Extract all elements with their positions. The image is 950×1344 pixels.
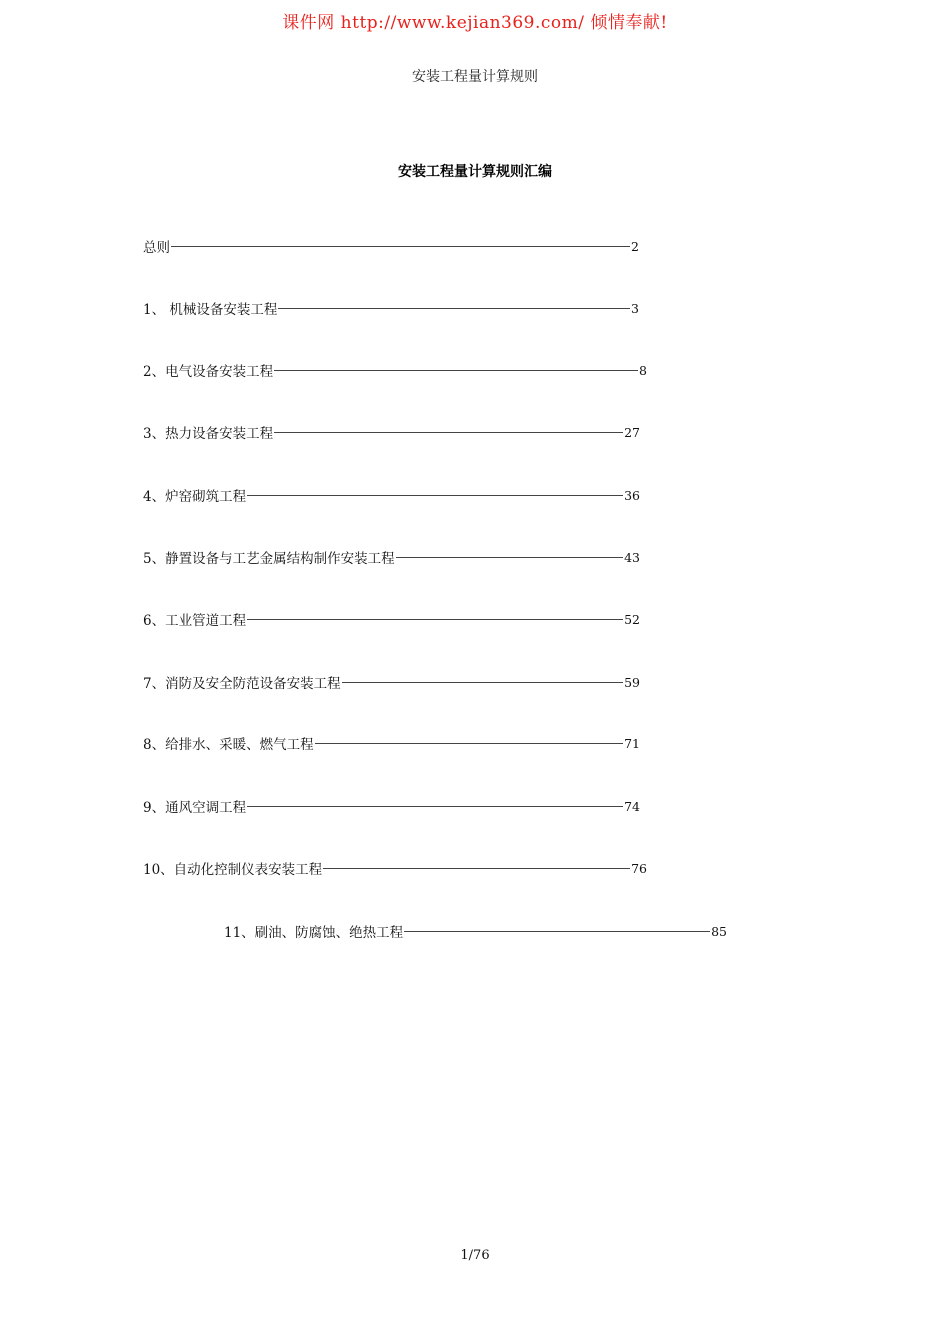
toc-label: 7、消防及安全防范设备安装工程: [143, 676, 341, 692]
toc-entry-4[interactable]: [143, 486, 640, 504]
toc-page-number: 71: [624, 735, 640, 751]
toc-label: 2、电气设备安装工程: [143, 364, 274, 380]
toc-entry-1[interactable]: [143, 299, 639, 317]
toc-page-number: 36: [624, 487, 640, 503]
toc-leader: [396, 557, 624, 558]
toc-leader: [274, 370, 638, 371]
document-title: 安装工程量计算规则汇编: [398, 164, 552, 180]
toc-entry-general[interactable]: [143, 237, 639, 255]
toc-entry-2[interactable]: [143, 361, 647, 379]
toc-leader: [247, 619, 623, 620]
toc-leader: [278, 308, 630, 309]
toc-page-number: 8: [639, 362, 647, 378]
toc-leader: [247, 495, 623, 496]
toc-page-number: 85: [711, 923, 727, 939]
toc-leader: [171, 246, 630, 247]
toc-entry-10[interactable]: [143, 859, 647, 877]
toc-page-number: 52: [624, 611, 640, 627]
toc-page-number: 43: [624, 549, 640, 565]
page-number: 1/76: [460, 1248, 490, 1263]
toc-label: 9、通风空调工程: [143, 800, 247, 816]
toc-page-number: 27: [624, 424, 640, 440]
toc-entry-8[interactable]: [143, 734, 640, 752]
toc-page-number: 59: [624, 674, 640, 690]
toc-label: 11、刷油、防腐蚀、绝热工程: [224, 925, 404, 941]
toc-label: 4、炉窑砌筑工程: [143, 489, 247, 505]
toc-page-number: 2: [631, 238, 639, 254]
toc-page-number: 76: [631, 860, 647, 876]
running-header: 安装工程量计算规则: [412, 69, 538, 85]
toc-label: 10、自动化控制仪表安装工程: [143, 862, 323, 878]
toc-entry-5[interactable]: [143, 548, 640, 566]
toc-label: 总则: [143, 240, 170, 256]
toc-leader: [315, 743, 624, 744]
toc-entry-9[interactable]: [143, 797, 640, 815]
toc-entry-3[interactable]: [143, 423, 640, 441]
toc-entry-7[interactable]: [143, 673, 640, 691]
toc-label: 5、静置设备与工艺金属结构制作安装工程: [143, 551, 395, 567]
toc-leader: [247, 806, 623, 807]
toc-page-number: 74: [624, 798, 640, 814]
toc-leader: [323, 868, 630, 869]
toc-entry-6[interactable]: [143, 610, 640, 628]
toc-entry-11[interactable]: [224, 922, 727, 940]
toc-leader: [404, 931, 710, 932]
toc-leader: [274, 432, 623, 433]
toc-label: 1、 机械设备安装工程: [143, 302, 278, 318]
toc-leader: [342, 682, 624, 683]
watermark-link[interactable]: 课件网 http://www.kejian369.com/ 倾情奉献!: [282, 13, 668, 33]
toc-label: 8、给排水、采暖、燃气工程: [143, 737, 314, 753]
toc-label: 6、工业管道工程: [143, 613, 247, 629]
toc-label: 3、热力设备安装工程: [143, 426, 274, 442]
toc-page-number: 3: [631, 300, 639, 316]
